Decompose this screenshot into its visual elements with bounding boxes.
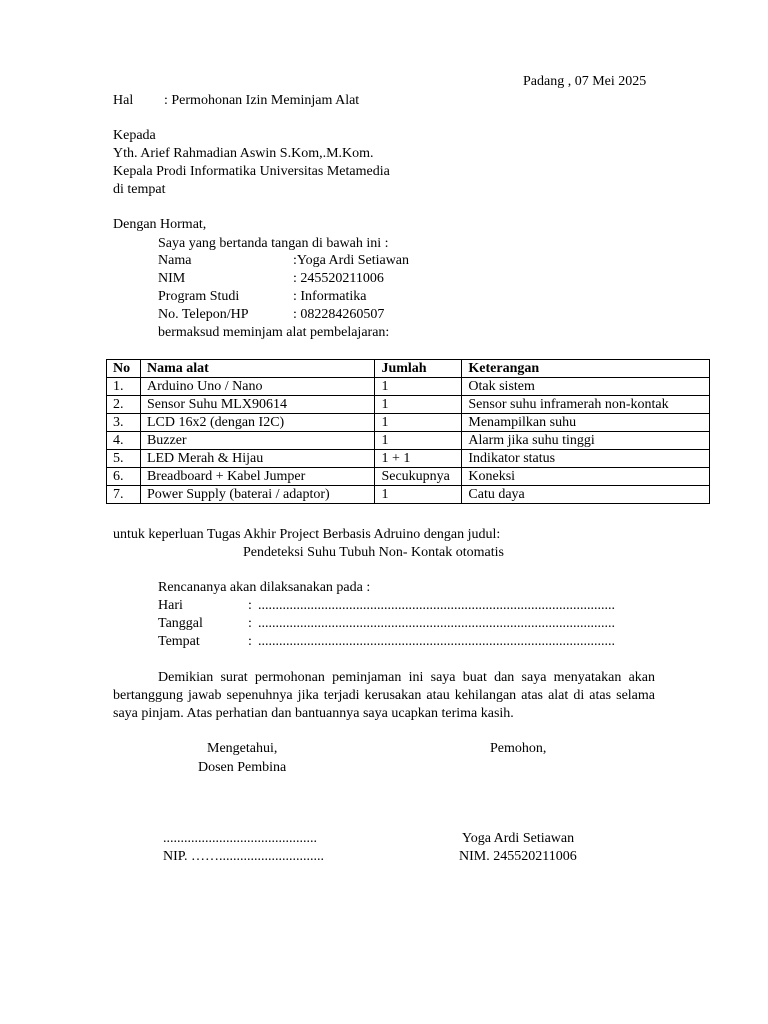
intro-line: Saya yang bertanda tangan di bawah ini : <box>158 236 389 251</box>
table-row <box>107 414 710 432</box>
table-row <box>107 378 710 396</box>
table-cell: Sensor suhu inframerah non-kontak <box>462 396 710 414</box>
plan-label: Tempat <box>158 634 200 649</box>
table-cell: 1. <box>107 378 141 396</box>
signature-left-title: Mengetahui, <box>207 741 278 756</box>
purpose-line: bermaksud meminjam alat pembelajaran: <box>158 325 390 340</box>
applicant-field-label: Program Studi <box>158 289 240 304</box>
table-cell: Buzzer <box>140 432 375 450</box>
applicant-field-value: : 245520211006 <box>293 271 384 286</box>
equipment-table <box>106 359 710 504</box>
plan-fill-line: ...................................................................................................... <box>258 616 615 631</box>
recipient-name: Yth. Arief Rahmadian Aswin S.Kom,.M.Kom. <box>113 146 374 161</box>
closing-paragraph: Demikian surat permohonan peminjaman ini saya buat dan saya menyatakan akan bertanggung jawab sepenuhnya jika terjadi kerusakan atau kehilangan atas alat di atas selama saya pinjam. Atas perhatian dan bantuannya saya ucapkan terima kasih. <box>113 670 655 721</box>
recipient-position: Kepala Prodi Informatika Universitas Metamedia <box>113 164 390 179</box>
table-header-row <box>107 360 710 378</box>
table-row <box>107 486 710 504</box>
applicant-field-value: : 082284260507 <box>293 307 385 322</box>
subject-text: : Permohonan Izin Meminjam Alat <box>164 93 360 108</box>
plan-intro: Rencananya akan dilaksanakan pada : <box>158 580 371 595</box>
table-row <box>107 450 710 468</box>
plan-label: Hari <box>158 598 183 613</box>
signature-right-name: Yoga Ardi Setiawan <box>462 831 575 846</box>
plan-fill-line: ...................................................................................................... <box>258 598 615 613</box>
signature-right-id: NIM. 245520211006 <box>459 849 577 864</box>
table-cell: LCD 16x2 (dengan I2C) <box>140 414 375 432</box>
table-header-cell: Jumlah <box>375 360 462 378</box>
table-cell: Koneksi <box>462 468 710 486</box>
applicant-field-label: Nama <box>158 253 192 268</box>
table-row <box>107 432 710 450</box>
subject-label: Hal <box>113 93 134 108</box>
table-cell: 2. <box>107 396 141 414</box>
recipient-to-label: Kepada <box>113 128 156 143</box>
plan-colon: : <box>248 634 252 649</box>
signature-left-name: ............................................ <box>163 831 317 846</box>
table-header-cell: Keterangan <box>462 360 710 378</box>
table-cell: 1 <box>375 432 462 450</box>
table-cell: Power Supply (baterai / adaptor) <box>140 486 375 504</box>
applicant-field-label: No. Telepon/HP <box>158 307 249 322</box>
table-cell: 1 <box>375 378 462 396</box>
greeting: Dengan Hormat, <box>113 217 207 232</box>
table-cell: Sensor Suhu MLX90614 <box>140 396 375 414</box>
table-cell: Menampilkan suhu <box>462 414 710 432</box>
plan-fill-line: ...................................................................................................... <box>258 634 615 649</box>
table-cell: 5. <box>107 450 141 468</box>
applicant-field-value: : Informatika <box>293 289 367 304</box>
table-cell: 6. <box>107 468 141 486</box>
signature-left-role: Dosen Pembina <box>198 760 287 775</box>
table-cell: Indikator status <box>462 450 710 468</box>
table-cell: LED Merah & Hijau <box>140 450 375 468</box>
table-cell: Alarm jika suhu tinggi <box>462 432 710 450</box>
signature-right-title: Pemohon, <box>490 741 547 756</box>
applicant-field-label: NIM <box>158 271 186 286</box>
table-cell: 4. <box>107 432 141 450</box>
table-cell: 7. <box>107 486 141 504</box>
table-cell: Catu daya <box>462 486 710 504</box>
table-header-cell: Nama alat <box>140 360 375 378</box>
table-row <box>107 396 710 414</box>
table-cell: 1 <box>375 486 462 504</box>
table-cell: 1 + 1 <box>375 450 462 468</box>
project-title: Pendeteksi Suhu Tubuh Non- Kontak otomatis <box>243 545 504 560</box>
recipient-location: di tempat <box>113 182 166 197</box>
table-header-cell: No <box>107 360 141 378</box>
plan-label: Tanggal <box>158 616 203 631</box>
table-row <box>107 468 710 486</box>
applicant-field-value: :Yoga Ardi Setiawan <box>293 253 410 268</box>
plan-colon: : <box>248 616 252 631</box>
plan-colon: : <box>248 598 252 613</box>
table-cell: 1 <box>375 396 462 414</box>
table-cell: Otak sistem <box>462 378 710 396</box>
table-cell: Secukupnya <box>375 468 462 486</box>
table-cell: Breadboard + Kabel Jumper <box>140 468 375 486</box>
table-cell: 1 <box>375 414 462 432</box>
place-date: Padang , 07 Mei 2025 <box>523 74 647 89</box>
table-cell: Arduino Uno / Nano <box>140 378 375 396</box>
usage-line: untuk keperluan Tugas Akhir Project Berbasis Adruino dengan judul: <box>113 527 501 542</box>
table-cell: 3. <box>107 414 141 432</box>
signature-left-id: NIP. …….............................. <box>163 849 325 864</box>
